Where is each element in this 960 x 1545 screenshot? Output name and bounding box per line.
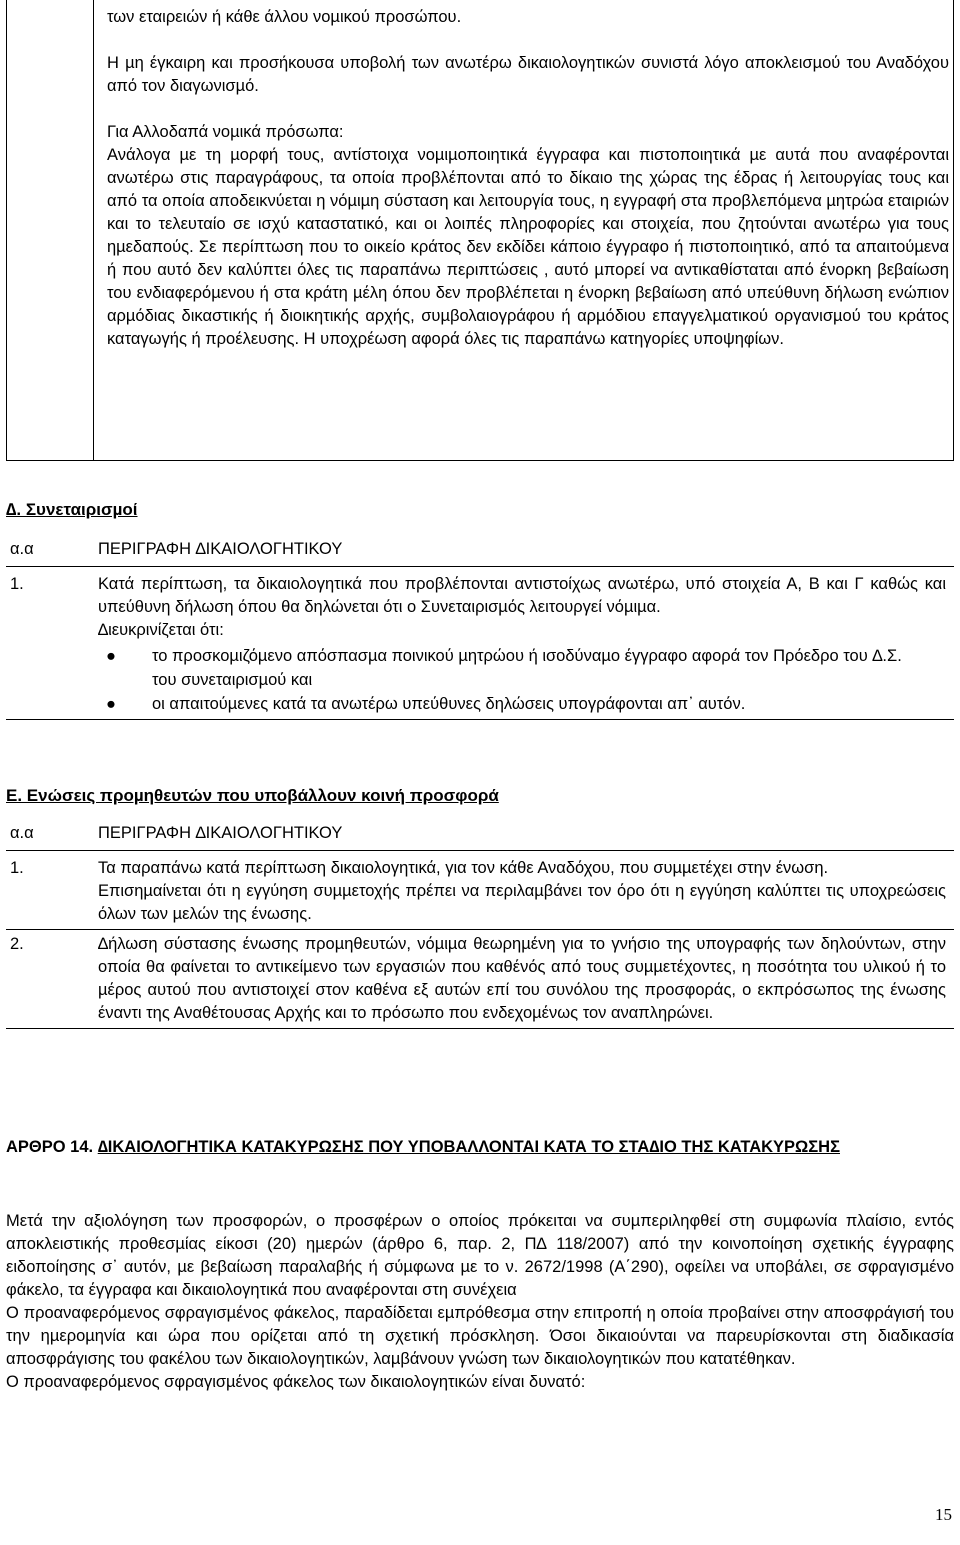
- foreign-entities-title: Για Αλλοδαπά νοµικά πρόσωπα:: [107, 123, 344, 141]
- text-line: των εταιρειών ή κάθε άλλου νοµικού προσώπου.: [107, 8, 462, 26]
- page-number: 15: [935, 1505, 952, 1524]
- row-description: ∆ήλωση σύστασης ένωσης προµηθευτών, νόµιµα θεωρηµένη για το γνήσιο της υπογραφής των δηλούντων, στην οποία θα φαίνεται το αντικείµενο των εργασιών που καθένός από τους συµµετέχοντες, η ποσότητα του υλικού ή το µέρος αυτού που αντιστοιχεί στον καθένα εξ αυτών επί του συνόλου της προσφοράς, ο εκπρόσωπος της ένωσης έναντι της Αναθέτουσας Αρχής και το πρόσωπο που ενδεχοµένως τον αναπληρώνει.: [94, 930, 954, 1029]
- exclusion-paragraph: Η µη έγκαιρη και προσήκουσα υποβολή των ανωτέρω δικαιολογητικών συνιστά λόγο αποκλεισµού του Αναδόχου από τον διαγωνισµό.: [107, 54, 949, 95]
- row-description: [94, 567, 954, 720]
- table-header-row: [6, 818, 954, 851]
- list-item-text: οι απαιτούµενες κατά τα ανωτέρω υπεύθυνες δηλώσεις υπογράφονται απ᾽ αυτόν.: [152, 695, 746, 713]
- row-text: Κατά περίπτωση, τα δικαιολογητικά που προβλέπονται αντιστοίχως ανωτέρω, υπό στοιχεία Α, Β και Γ καθώς και υπεύθυνη δήλωση όπου θα δηλώνεται ότι ο Συνεταιρισµός λειτουργεί νόµιµα.: [98, 575, 946, 616]
- list-item-text: το προσκοµιζόµενο απόσπασµα ποινικού µητρώου ή ισοδύναµο έγγραφο αφορά τον Πρόεδρο του ∆.Σ. του συνεταιρισµού και: [152, 647, 902, 689]
- column-header-number: α.α: [6, 818, 94, 851]
- bullet-icon: ●: [106, 695, 116, 713]
- column-header-number: α.α: [6, 534, 94, 567]
- table-header-row: [6, 534, 954, 567]
- foreign-entities-text: Ανάλογα µε τη µορφή τους, αντίστοιχα νοµιµοποιητικά έγγραφα και πιστοποιητικά µε αυτά που αναφέρονται ανωτέρω στις παραγράφους, τα οποία προβλέπονται από το δίκαιο της χώρας της έδρας ή λειτουργίας τους και από τα οποία αποδεικνύεται η νόµιµη σύσταση και λειτουργία τους, η εγγραφή στα προβλεπόµενα µητρώα εταιριών και το τελευταίο σε ισχύ καταστατικό, και οι λοιπές πληροφορίες και στοιχεία, που ζητούνται ανωτέρω για τους ηµεδαπούς. Σε περίπτωση που το οικείο κράτος δεν εκδίδει κάποιο έγγραφο ή πιστοποιητικό, από τα απαιτούµενα ή που αυτό δεν καλύπτει όλες τις παραπάνω περιπτώσεις , αυτό µπορεί να αντικαθίσταται από ένορκη βεβαίωση του ενδιαφερόµενου ή στα κράτη µέλη όπου δεν προβλέπεται η ένορκη βεβαίωση από υπεύθυνη δήλωση ενώπιον αρµόδιας δικαστικής ή διοικητικής αρχής, συµβολαιογράφου ή αρµόδιου επαγγελµατικού οργανισµού του κράτος καταγωγής ή προέλευσης. Η υποχρέωση αφορά όλες τις παραπάνω κατηγορίες υποψηφίων.: [107, 146, 949, 348]
- article-number: ΑΡΘΡΟ 14.: [6, 1138, 98, 1156]
- list-item: [106, 644, 946, 692]
- section-e-table: [6, 818, 954, 1029]
- bullet-icon: ●: [106, 647, 116, 665]
- column-header-description: ΠΕΡΙΓΡΑΦΗ ∆ΙΚΑΙΟΛΟΓΗΤΙΚΟΥ: [94, 818, 954, 851]
- continued-requirements-table: [6, 0, 954, 461]
- table-cell-description: [107, 6, 949, 351]
- article-title: ∆ΙΚΑΙΟΛΟΓΗΤΙΚΑ ΚΑΤΑΚΥΡΩΣΗΣ ΠΟΥ ΥΠΟΒΑΛΛΟΝΤΑΙ ΚΑΤΑ ΤΟ ΣΤΑ∆ΙΟ ΤΗΣ ΚΑΤΑΚΥΡΩΣΗΣ: [97, 1138, 840, 1156]
- row-description: [94, 851, 954, 930]
- list-item: [106, 692, 946, 716]
- row-number: 2.: [6, 930, 94, 1029]
- table-row: [6, 567, 954, 720]
- article-paragraph: Ο προαναφερόµενος σφραγισµένος φάκελος των δικαιολογητικών είναι δυνατό:: [6, 1373, 586, 1391]
- row-text: Επισηµαίνεται ότι η εγγύηση συµµετοχής πρέπει να περιλαµβάνει τον όρο ότι η εγγύηση καλύπτει τις υποχρεώσεις όλων των µελών της ένωσης.: [98, 882, 946, 923]
- section-d-table: [6, 534, 954, 720]
- clarification-label: ∆ιευκρινίζεται ότι:: [98, 621, 224, 639]
- row-number: 1.: [6, 567, 94, 720]
- article-paragraph: Μετά την αξιολόγηση των προσφορών, ο προσφέρων ο οποίος πρόκειται να συµπεριληφθεί στη συµφωνία πλαίσιο, εντός αποκλειστικής προθεσµίας είκοσι (20) ηµερών (άρθρο 6, παρ. 2, Π∆ 118/2007) από την κοινοποίηση σχετικής έγγραφης ειδοποίησης σ᾽ αυτόν, µε βεβαίωση παραλαβής ή σύµφωνα µε το ν. 2672/1998 (Α΄290), οφείλει να υποβάλει, σε σφραγισµένο φάκελο, τα έγγραφα και δικαιολογητικά που αναφέρονται στη συνέχεια: [6, 1212, 954, 1299]
- article-body: [6, 1210, 954, 1394]
- row-number: 1.: [6, 851, 94, 930]
- table-row: [6, 851, 954, 930]
- row-text: Τα παραπάνω κατά περίπτωση δικαιολογητικά, για τον κάθε Αναδόχου, που συµµετέχει στην ένωση.: [98, 859, 829, 877]
- column-header-description: ΠΕΡΙΓΡΑΦΗ ∆ΙΚΑΙΟΛΟΓΗΤΙΚΟΥ: [94, 534, 954, 567]
- article-heading: [6, 1136, 954, 1159]
- table-column-divider: [93, 0, 94, 460]
- section-e-title: Ε. Ενώσεις προµηθευτών που υποβάλλουν κοινή προσφορά: [6, 786, 499, 805]
- bullet-list: [98, 644, 946, 716]
- section-d-title: ∆. Συνεταιρισµοί: [6, 500, 138, 519]
- article-paragraph: Ο προαναφερόµενος σφραγισµένος φάκελος, παραδίδεται εµπρόθεσµα στην επιτροπή η οποία προβαίνει στην αποσφράγισή του την ηµεροµηνία και ώρα που ορίζεται από τη σχετική πρόσκληση. Όσοι δικαιούνται να παρευρίσκονται στη διαδικασία αποσφράγισης του φακέλου των δικαιολογητικών, λαµβάνουν γνώση των δικαιολογητικών που κατατέθηκαν.: [6, 1304, 954, 1368]
- table-row: [6, 930, 954, 1029]
